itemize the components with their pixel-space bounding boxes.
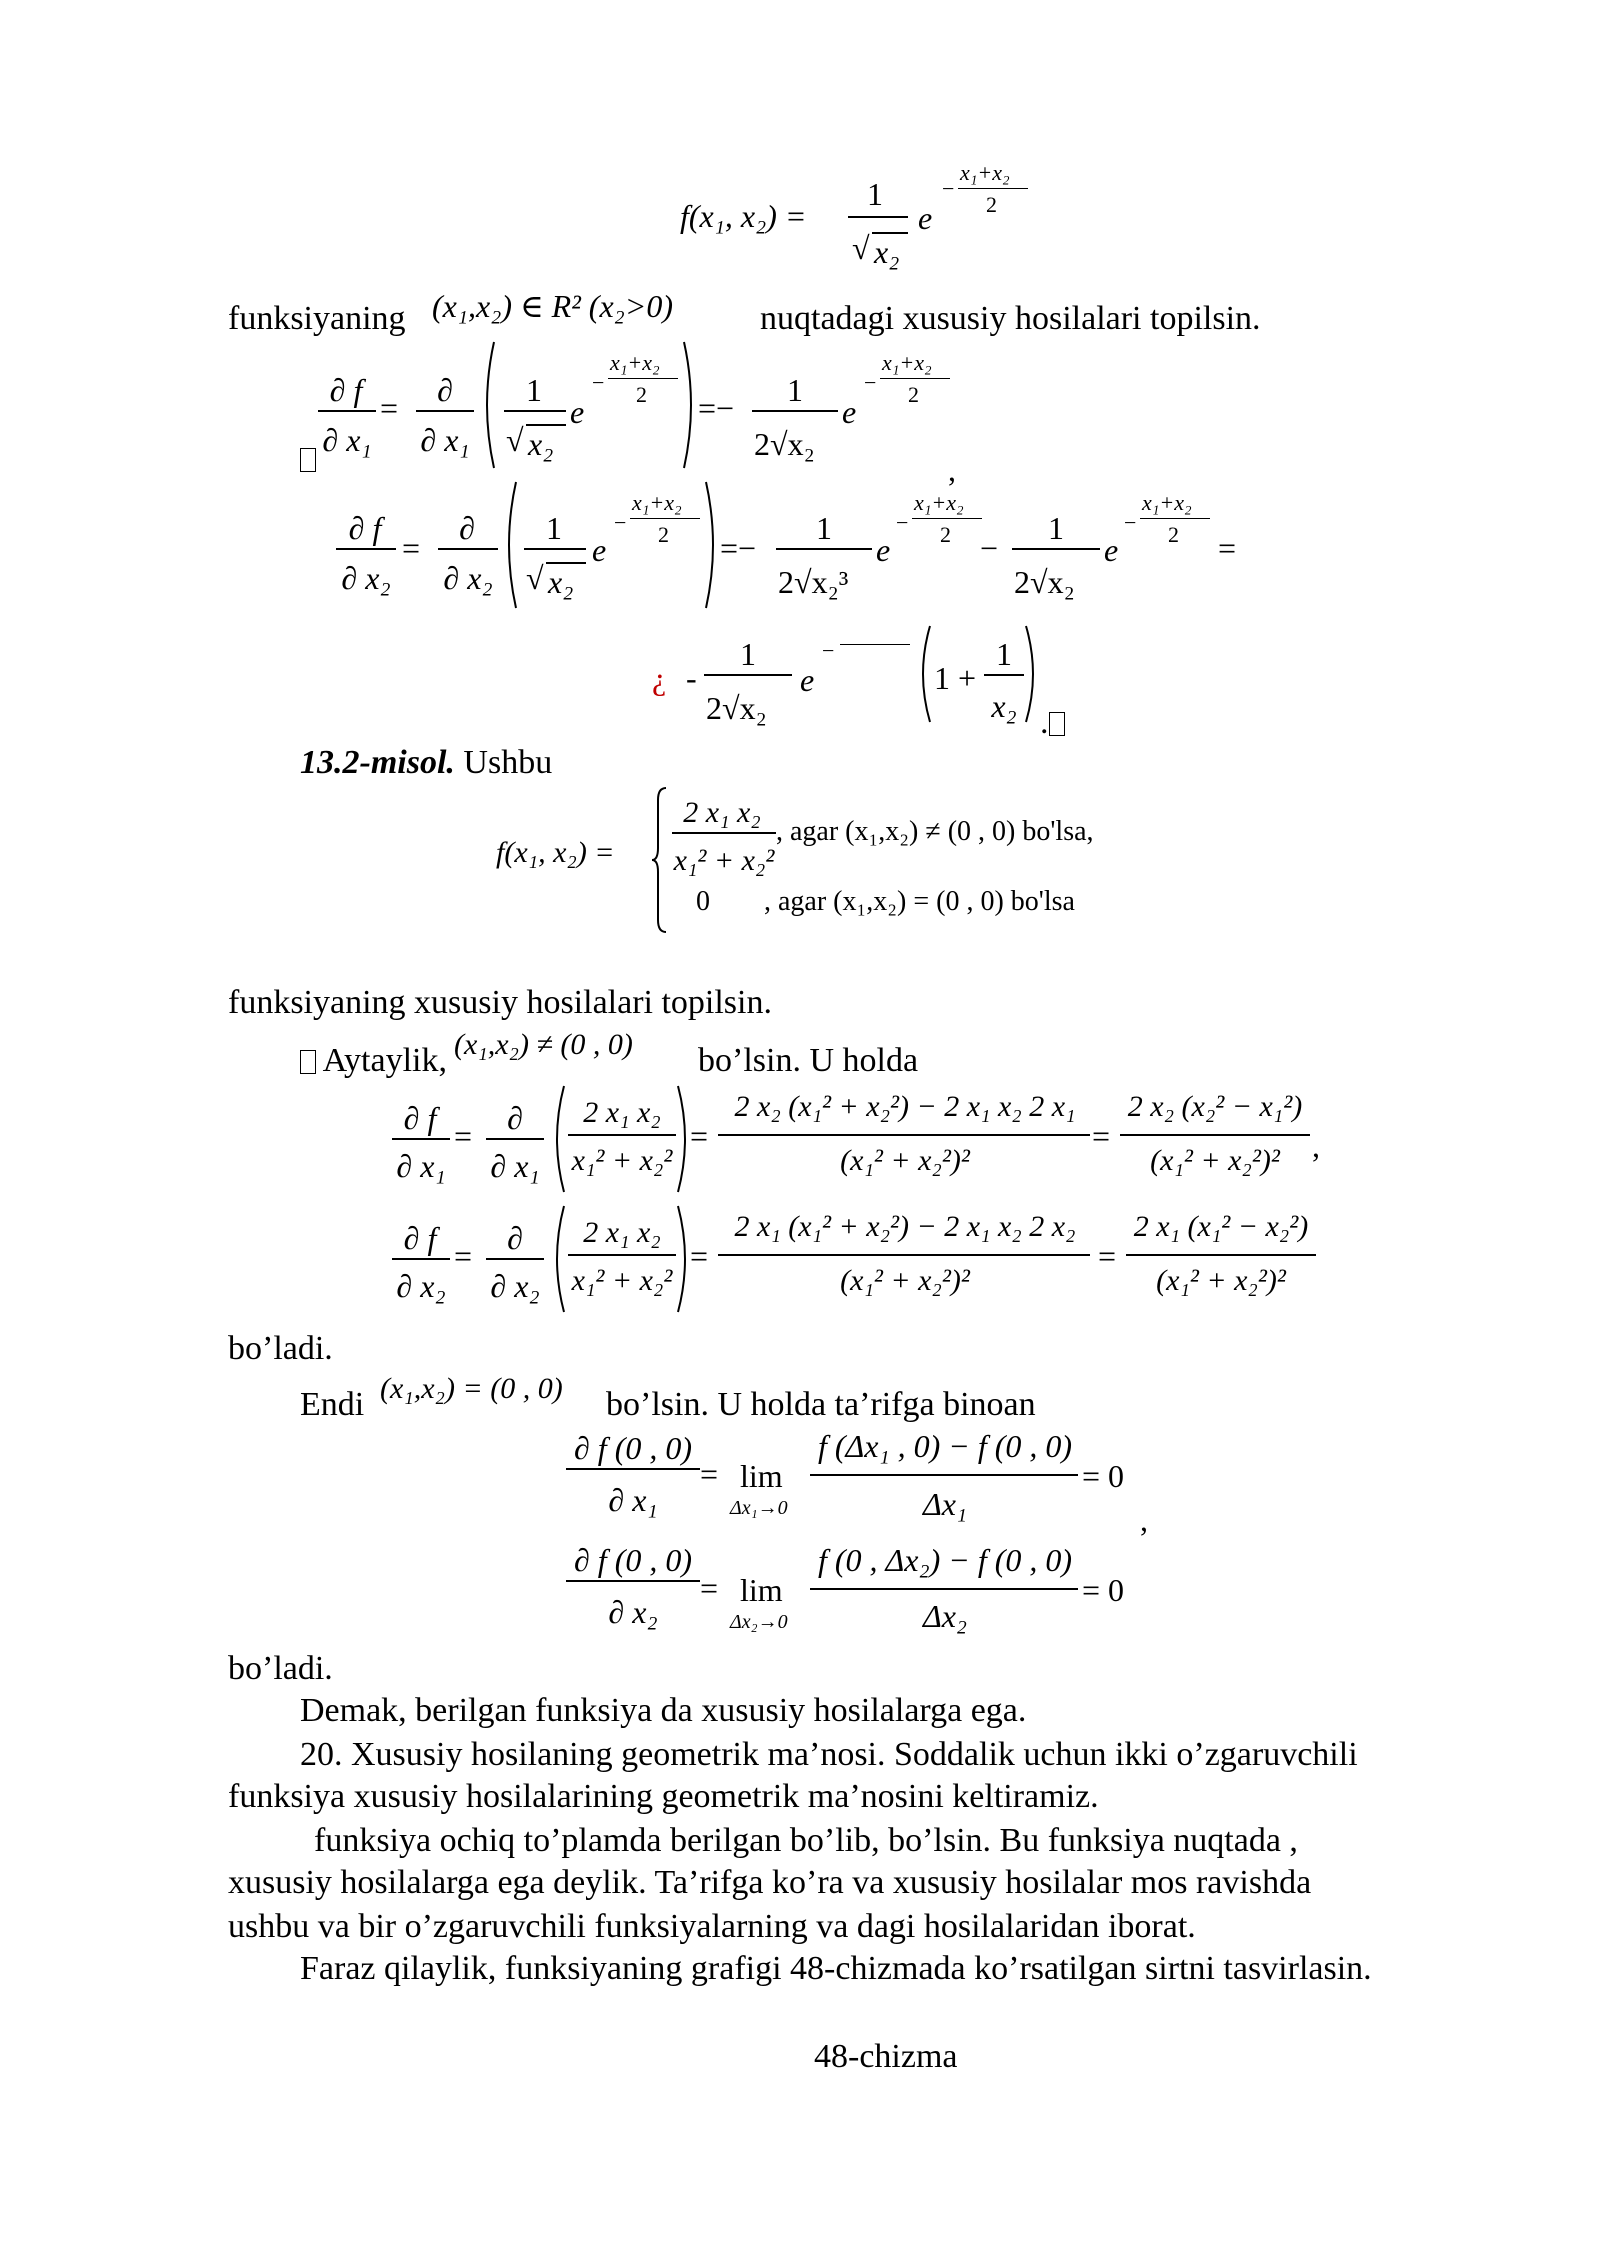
brace-left xyxy=(652,786,672,934)
paragraph: funksiya ochiq to’plamda berilgan bo’lib, bo’lsin. Bu funksiya nuqtada , xyxy=(314,1822,1298,1859)
eq1-e: e xyxy=(918,200,933,236)
paragraph: Faraz qilaylik, funksiyaning grafigi 48-chizmada ko’rsatilgan sirtni tasvirlasin. xyxy=(300,1950,1372,1987)
paragraph-geometric-title: 20. Xususiy hosilaning geometrik ma’nosi. Soddalik uchun ikki o’zgaruvchili xyxy=(300,1736,1358,1773)
paragraph: bo’ladi. xyxy=(228,1650,333,1687)
cond-x2-positive: (x₁,x₂) ∈ R² (x₂>0) xyxy=(432,288,674,324)
paren-right xyxy=(680,340,700,470)
eq1-den: x₂ xyxy=(874,234,900,270)
eq1-lhs: f(x₁, x₂) = xyxy=(680,198,807,234)
paragraph: funksiya xususiy hosilalarining geometrik ma’nosini keltiramiz. xyxy=(228,1778,1099,1815)
paragraph: ushbu va bir o’zgaruvchili funksiyalarning va dagi hosilalaridan iborat. xyxy=(228,1908,1196,1945)
paragraph: funksiyaning xususiy hosilalari topilsin. xyxy=(228,984,772,1021)
paragraph: xususiy hosilalarga ega deylik. Ta’rifga ko’ra va xususiy hosilalar mos ravishda xyxy=(228,1864,1312,1901)
eq1-num: 1 xyxy=(867,176,883,212)
example-heading: 13.2-misol. Ushbu xyxy=(300,744,553,781)
paragraph: Demak, berilgan funksiya da xususiy hosilalarga ega. xyxy=(300,1692,1027,1729)
figure-caption: 48-chizma xyxy=(814,2038,958,2075)
paragraph: bo’ladi. xyxy=(228,1330,333,1367)
paren-left xyxy=(478,340,498,470)
